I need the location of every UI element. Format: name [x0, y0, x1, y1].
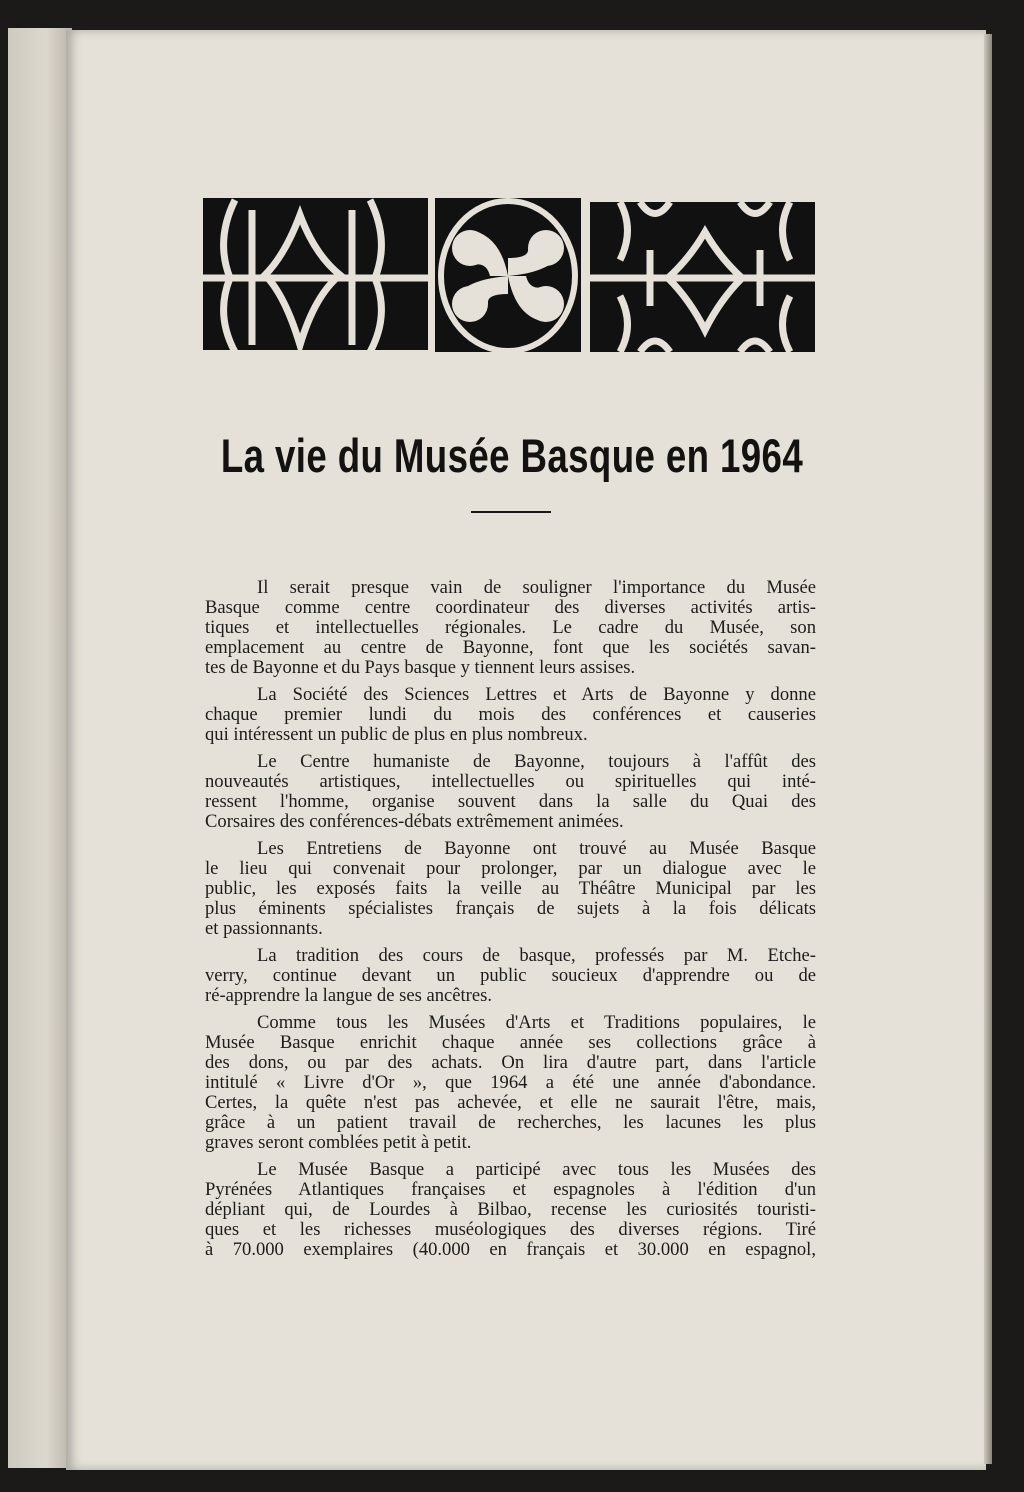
paragraph — [205, 685, 816, 745]
paragraph — [205, 839, 816, 939]
text-line: Pyrénées Atlantiques françaises et espagnoles à l'édition d'un — [205, 1179, 816, 1200]
page-title: La vie du Musée Basque en 1964 — [220, 429, 804, 482]
text-line: tiques et intellectuelles régionales. Le cadre du Musée, son — [205, 617, 816, 638]
text-line: public, les exposés faits la veille au Théâtre Municipal par les — [205, 878, 816, 899]
paragraph — [205, 752, 816, 832]
text-line: Comme tous les Musées d'Arts et Traditions populaires, le — [257, 1012, 816, 1033]
text-line: Certes, la quête n'est pas achevée, et elle ne saurait l'être, mais, — [205, 1092, 816, 1113]
text-line: Les Entretiens de Bayonne ont trouvé au Musée Basque — [257, 838, 816, 859]
text-line: grâce à un patient travail de recherches, les lacunes les plus — [205, 1112, 816, 1133]
text-line: Il serait presque vain de souligner l'importance du Musée — [257, 577, 816, 598]
text-line: Corsaires des conférences-débats extrêmement animées. — [205, 811, 624, 832]
text-line: le lieu qui convenait pour prolonger, par un dialogue avec le — [205, 858, 816, 879]
text-line: des dons, ou par des achats. On lira d'autre part, dans l'article — [205, 1052, 816, 1073]
text-line: Le Centre humaniste de Bayonne, toujours à l'affût des — [257, 751, 816, 772]
text-line: intitulé « Livre d'Or », que 1964 a été une année d'abondance. — [205, 1072, 816, 1093]
paragraph — [205, 1160, 816, 1260]
text-line: dépliant qui, de Lourdes à Bilbao, recense les curiosités touristi- — [205, 1199, 816, 1220]
paragraph — [205, 946, 816, 1006]
text-line: La Société des Sciences Lettres et Arts de Bayonne y donne — [257, 684, 816, 705]
title-divider — [471, 511, 551, 513]
text-line: à 70.000 exemplaires (40.000 en français et 30.000 en espagnol, — [205, 1239, 816, 1260]
text-line: Le Musée Basque a participé avec tous les Musées des — [257, 1159, 816, 1180]
text-line: chaque premier lundi du mois des conférences et causeries — [205, 704, 816, 725]
text-line: qui intéressent un public de plus en plus nombreux. — [205, 724, 588, 745]
text-line: graves seront comblées petit à petit. — [205, 1132, 472, 1153]
text-line: nouveautés artistiques, intellectuelles ou spirituelles qui inté- — [205, 771, 816, 792]
text-line: Basque comme centre coordinateur des diverses activités artis- — [205, 597, 816, 618]
article-body — [205, 578, 816, 1267]
text-line: tes de Bayonne et du Pays basque y tiennent leurs assises. — [205, 657, 636, 678]
text-line: Musée Basque enrichit chaque année ses collections grâce à — [205, 1032, 816, 1053]
text-line: plus éminents spécialistes français de sujets à la fois délicats — [205, 898, 816, 919]
text-line: ressent l'homme, organise souvent dans la salle du Quai des — [205, 791, 816, 812]
paragraph — [205, 578, 816, 678]
paragraph — [205, 1013, 816, 1153]
text-line: et passionnants. — [205, 918, 323, 939]
text-line: ré-apprendre la langue de ses ancêtres. — [205, 985, 493, 1006]
text-line: verry, continue devant un public soucieux d'apprendre ou de — [205, 965, 816, 986]
text-line: emplacement au centre de Bayonne, font que les sociétés savan- — [205, 637, 816, 658]
text-line: La tradition des cours de basque, professés par M. Etche- — [257, 945, 816, 966]
text-line: ques et les richesses muséologiques des diverses régions. Tiré — [205, 1219, 816, 1240]
